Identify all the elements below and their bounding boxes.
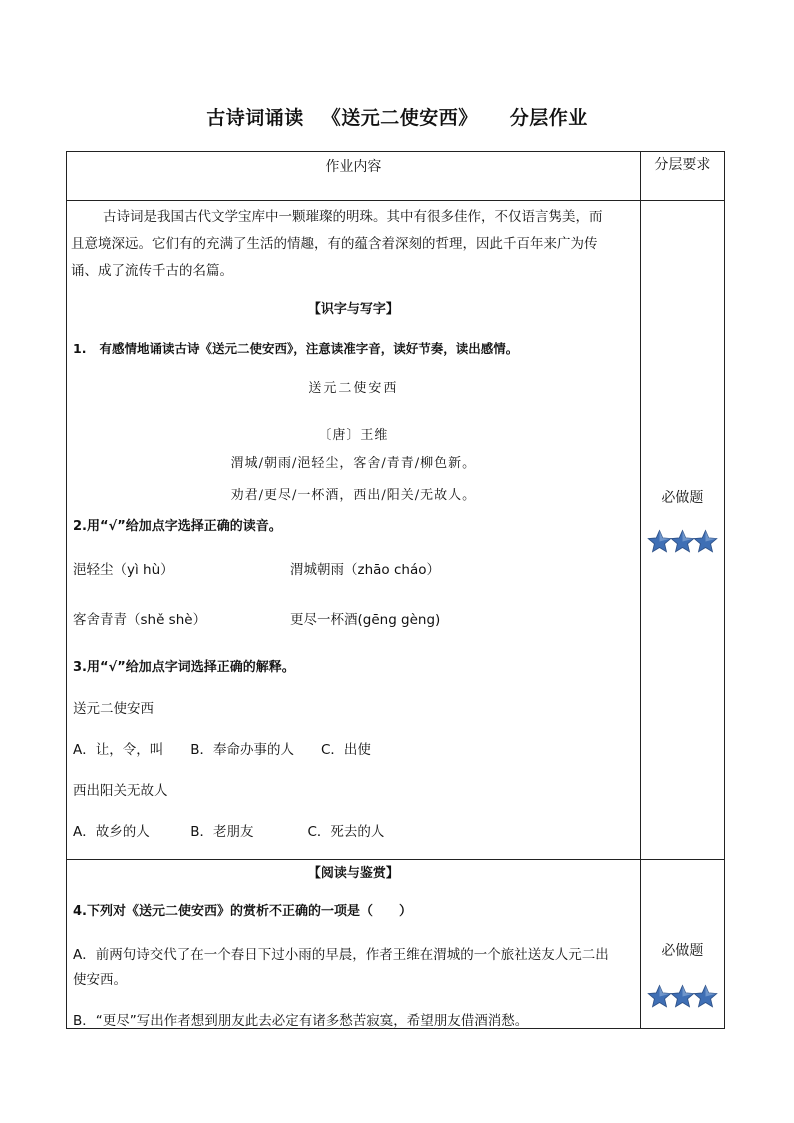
q3-item-2: 西出阳关无故人: [73, 783, 168, 799]
homework-table: [66, 151, 725, 1029]
q3-options-1: A．让，令，叫 B．奉命办事的人 C．出使: [73, 742, 371, 758]
q3-options-2: A．故乡的人 B．老朋友 C．死去的人: [73, 824, 385, 840]
poem-line-1: 渭城/朝雨/浥轻尘，客舍/青青/柳色新。: [230, 456, 477, 471]
three-star-difficulty-icon: [641, 529, 724, 558]
intro-line-1: 古诗词是我国古代文学宝库中一颗璀璨的明珠。其中有很多佳作，不仅语言隽美，而: [103, 209, 603, 225]
poem-title: 送元二使安西: [308, 381, 399, 396]
star-icon: [647, 529, 672, 554]
intro-line-3: 诵、成了流传千古的名篇。: [71, 263, 233, 279]
q3-text: 3.用“√”给加点字词选择正确的解释。: [73, 660, 295, 675]
heading-literacy: 【识字与写字】: [307, 302, 399, 317]
q1-number: 1.: [73, 341, 87, 356]
star-icon: [647, 984, 672, 1009]
q4-text: 4.下列对《送元二使安西》的赏析不正确的一项是（ ）: [73, 904, 412, 919]
q2-option-c: 客舍青青（shě shè）: [73, 612, 207, 628]
q2-option-a: 浥轻尘（yì hù）: [73, 562, 174, 578]
title-part-2: 《送元二使安西》: [321, 107, 478, 129]
section-1-level: [640, 201, 724, 860]
title-part-3: 分层作业: [509, 107, 588, 129]
q4-option-a-line-1: A．前两句诗交代了在一个春日下过小雨的早晨，作者王维在渭城的一个旅社送友人元二出: [73, 947, 609, 963]
star-icon: [670, 984, 695, 1009]
section-2-content: [67, 860, 641, 1029]
poem-author: 〔唐〕王维: [318, 428, 389, 443]
q2-option-d: 更尽一杯酒(gēng gèng): [290, 612, 441, 628]
q4-option-b: B．“更尽”写出作者想到朋友此去必定有诸多愁苦寂寞，希望朋友借酒消愁。: [73, 1013, 529, 1029]
q4-option-a-line-2: 使安西。: [73, 972, 127, 988]
star-icon: [693, 529, 718, 554]
section-1-content: [67, 201, 641, 860]
star-icon: [670, 529, 695, 554]
section-2-level: [640, 860, 724, 1029]
q1-body: 有感情地诵读古诗《送元二使安西》，注意读准字音，读好节奏，读出感情。: [99, 341, 519, 356]
q2-text: 2.用“√”给加点字选择正确的读音。: [73, 519, 282, 534]
required-label-2: 必做题: [661, 943, 704, 959]
q3-item-1: 送元二使安西: [73, 701, 154, 717]
intro-line-2: 且意境深远。它们有的充满了生活的情趣，有的蕴含着深刻的哲理，因此千百年来广为传: [71, 236, 598, 252]
heading-reading: 【阅读与鉴赏】: [307, 866, 399, 881]
three-star-difficulty-icon: [641, 984, 724, 1013]
header-level: 分层要求: [640, 152, 724, 201]
q2-option-b: 渭城朝雨（zhāo cháo）: [290, 562, 440, 578]
q1-text: [73, 339, 518, 357]
page-title: [0, 103, 794, 130]
required-label-1: 必做题: [661, 490, 704, 506]
star-icon: [693, 984, 718, 1009]
title-part-1: 古诗词诵读: [206, 107, 304, 129]
poem-line-2: 劝君/更尽/一杯酒，西出/阳关/无故人。: [230, 488, 477, 503]
header-content: 作业内容: [67, 152, 641, 201]
